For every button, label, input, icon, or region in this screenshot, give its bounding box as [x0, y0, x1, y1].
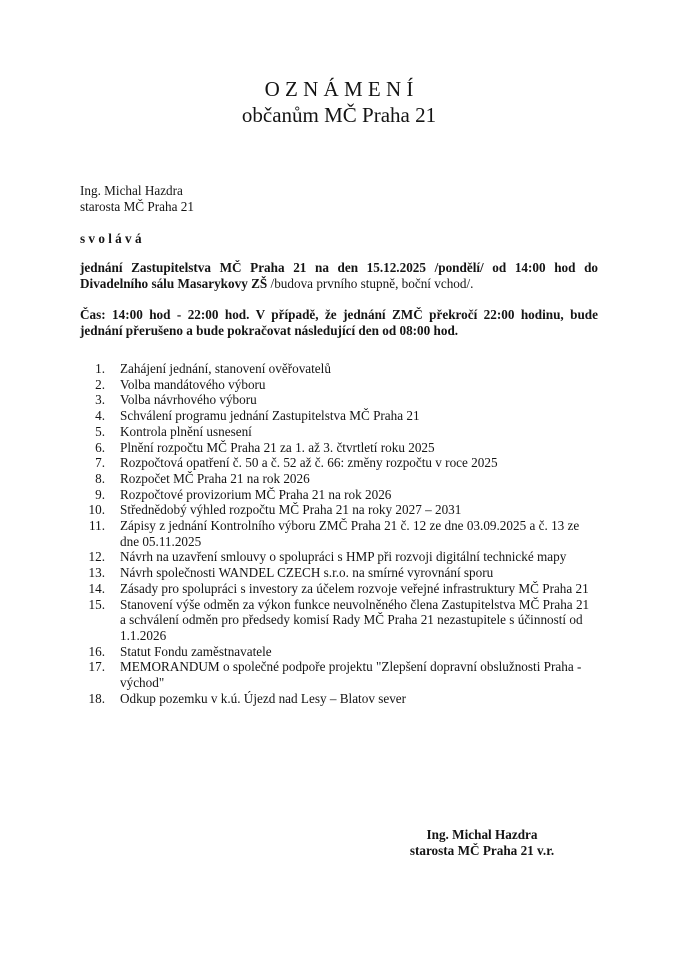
agenda-item-text: Kontrola plnění usnesení: [120, 423, 252, 439]
document-title: [80, 76, 598, 128]
convene-word: s v o l á v á: [80, 231, 142, 246]
agenda-item-number: 14.: [88, 580, 105, 596]
time-paragraph: Čas: 14:00 hod - 22:00 hod. V případě, že jednání ZMČ překročí 22:00 hodinu, bude jednání přerušeno a bude pokračovat následující den od 08:00 hod.: [80, 307, 598, 338]
agenda-item: [80, 581, 598, 597]
agenda-item-text: Návrh na uzavření smlouvy o spolupráci s HMP při rozvoji digitální technické mapy: [120, 549, 567, 565]
agenda-item-number: 11.: [89, 518, 105, 534]
agenda-item-text: Volba návrhového výboru: [120, 392, 257, 408]
agenda-item-text: Zahájení jednání, stanovení ověřovatelů: [120, 361, 331, 376]
agenda-item-number: 16.: [88, 643, 105, 659]
agenda-item-number: 5.: [95, 423, 105, 439]
agenda-item-number: 17.: [88, 659, 105, 675]
agenda-item-text: MEMORANDUM o společné podpoře projektu "Zlepšení dopravní obslužnosti Praha - východ": [120, 659, 582, 691]
agenda-item-text: Rozpočet MČ Praha 21 na rok 2026: [120, 470, 310, 486]
agenda-item-text: Schválení programu jednání Zastupitelstva MČ Praha 21: [120, 408, 420, 424]
agenda-item-number: 3.: [95, 392, 105, 408]
sender-block: [80, 183, 194, 214]
title-addressees: občanům MČ Praha 21: [241, 103, 437, 127]
agenda-item: [80, 691, 598, 707]
agenda-item-number: 6.: [95, 439, 105, 455]
agenda-item: [80, 408, 598, 424]
agenda-item: [80, 361, 598, 377]
agenda-item-text: Rozpočtová opatření č. 50 a č. 52 až č. 66: změny rozpočtu v roce 2025: [120, 455, 498, 471]
agenda-item-text: Zásady pro spolupráci s investory za účelem rozvoje veřejné infrastruktury MČ Praha 21: [120, 580, 589, 596]
agenda-item-text: Plnění rozpočtu MČ Praha 21 za 1. až 3. čtvrtletí roku 2025: [120, 439, 435, 455]
agenda-item-text: Střednědobý výhled rozpočtu MČ Praha 21 na roky 2027 – 2031: [120, 502, 462, 518]
agenda-item: [80, 502, 598, 518]
agenda-item-text: Zápisy z jednání Kontrolního výboru ZMČ Praha 21 č. 12 ze dne 03.09.2025 a č. 13 ze dne 05.11.2025: [120, 518, 580, 549]
meeting-details-bold: jednání Zastupitelstva MČ Praha 21 na den 15.12.2025 /pondělí/ od 14:00 hod do Divadelního sálu Masarykovy ZŠ: [80, 260, 598, 291]
agenda-item-number: 1.: [95, 361, 105, 376]
agenda-item: [80, 487, 598, 503]
agenda-item: [80, 549, 598, 565]
agenda-item-number: 13.: [88, 565, 105, 581]
agenda-item-text: Stanovení výše odměn za výkon funkce neuvolněného člena Zastupitelstva MČ Praha 21 a schválení odměn pro předsedy komisí Rady MČ Praha 21 nezastupitele s účinností od 1.1.2026: [120, 596, 590, 643]
agenda-item: [80, 597, 598, 644]
agenda-item: [80, 659, 598, 690]
agenda-item: [80, 565, 598, 581]
agenda-item-text: Statut Fondu zaměstnavatele: [120, 643, 272, 659]
agenda-item-text: Návrh společnosti WANDEL CZECH s.r.o. na smírné vyrovnání sporu: [120, 565, 494, 581]
agenda-item: [80, 471, 598, 487]
agenda-item: [80, 644, 598, 660]
signature-role: starosta MČ Praha 21 v.r.: [409, 842, 555, 858]
signature-block: [332, 827, 632, 858]
agenda-item: [80, 377, 598, 393]
agenda-item-text: Volba mandátového výboru: [120, 376, 266, 392]
title-oznameni: O Z N Á M E N Í: [264, 77, 414, 101]
agenda-item-number: 4.: [95, 408, 105, 424]
agenda-item: [80, 518, 598, 549]
agenda-item-number: 10.: [88, 502, 105, 518]
agenda-list: [80, 361, 598, 706]
meeting-venue-note: /budova prvního stupně, boční vchod/.: [267, 275, 474, 291]
agenda-item-number: 18.: [88, 690, 105, 706]
agenda-item: [80, 455, 598, 471]
agenda-item-number: 2.: [95, 376, 105, 392]
agenda-item-text: Odkup pozemku v k.ú. Újezd nad Lesy – Blatov sever: [120, 690, 407, 706]
agenda-item-number: 7.: [95, 455, 105, 471]
agenda-item-number: 9.: [95, 486, 105, 502]
signature-name: Ing. Michal Hazdra: [426, 827, 538, 842]
agenda-item-number: 15.: [88, 596, 105, 612]
agenda-item-text: Rozpočtové provizorium MČ Praha 21 na rok 2026: [120, 486, 392, 502]
sender-role: starosta MČ Praha 21: [80, 198, 194, 214]
agenda-item: [80, 424, 598, 440]
agenda-item: [80, 392, 598, 408]
agenda-item-number: 8.: [95, 470, 105, 486]
agenda-item-number: 12.: [88, 549, 105, 565]
sender-name: Ing. Michal Hazdra: [80, 183, 183, 198]
meeting-paragraph: [80, 260, 598, 292]
agenda-item: [80, 440, 598, 456]
